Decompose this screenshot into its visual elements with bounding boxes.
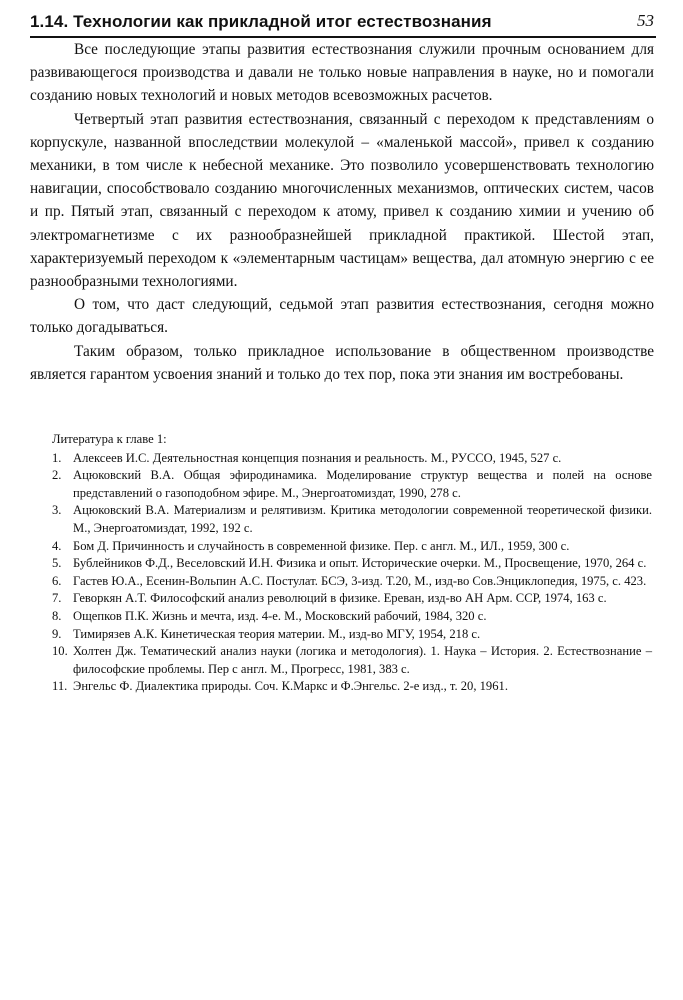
reference-item: [52, 450, 652, 468]
references-section: [52, 431, 652, 696]
reference-number: 11.: [52, 679, 68, 694]
reference-number: 10.: [52, 644, 68, 659]
reference-item: [52, 502, 652, 537]
main-text: [30, 38, 654, 386]
reference-text: Энгельс Ф. Диалектика природы. Соч. К.Маркс и Ф.Энгельс. 2-е изд., т. 20, 1961.: [73, 679, 508, 694]
reference-text: Ацюковский В.А. Общая эфиродинамика. Моделирование структур вещества и полей на основе представлений о газоподобном эфире. М., Энергоатомиздат, 1990, 278 с.: [73, 468, 652, 500]
reference-text: Бом Д. Причинность и случайность в современной физике. Пер. с англ. М., ИЛ., 1959, 300 с.: [73, 538, 570, 553]
reference-number: 2.: [52, 468, 62, 483]
reference-text: Холтен Дж. Тематический анализ науки (логика и методология). 1. Наука – История. 2. Естествознание – философские проблемы. Пер с англ. М., Прогресс, 1981, 383 с.: [73, 644, 652, 676]
reference-item: [52, 555, 652, 573]
reference-number: 3.: [52, 503, 62, 518]
paragraph: Все последующие этапы развития естествознания служили прочным основанием для развивающегося производства и давали не только новые направления в науке, но и помогали созданию новых технологий и новых методов всевозможных расчетов.: [30, 41, 654, 105]
reference-text: Ацюковский В.А. Материализм и релятивизм. Критика методологии современной теоретической физики. М., Энергоатомиздат, 1992, 192 с.: [73, 503, 652, 535]
reference-number: 6.: [52, 573, 62, 588]
reference-text: Тимирязев А.К. Кинетическая теория материи. М., изд-во МГУ, 1954, 218 с.: [73, 626, 481, 641]
reference-number: 5.: [52, 556, 62, 571]
paragraph: Таким образом, только прикладное использование в общественном производстве является гарантом усвоения знаний и только до тех пор, пока эти знания им востребованы.: [30, 342, 654, 383]
reference-number: 4.: [52, 538, 62, 553]
reference-text: Геворкян А.Т. Философский анализ революций в физике. Ереван, изд-во АН Арм. ССР, 1974, 163 с.: [73, 591, 607, 606]
reference-item: [52, 573, 652, 591]
reference-text: Ощепков П.К. Жизнь и мечта, изд. 4-е. М., Московский рабочий, 1984, 320 с.: [73, 608, 487, 623]
reference-number: 9.: [52, 626, 62, 641]
paragraph: Четвертый этап развития естествознания, связанный с переходом к представлениям о корпускуле, названной впоследствии молекулой – «маленькой массой», привел к созданию механики, в том числе к небесной механике. Это позволило усовершенствовать технологию навигации, способствовало созданию многочисленных механизмов, оптических систем, часов и пр. Пятый этап, связанный с переходом к атому, привел к созданию химии и учению об электромагнетизме с их разнообразнейшей прикладной практикой. Шестой этап, характеризуемый переходом к «элементарным частицам» вещества, дал атомную энергию с ее разнообразными технологиями.: [30, 110, 654, 291]
reference-item: [52, 538, 652, 556]
reference-text: Гастев Ю.А., Есенин-Вольпин А.С. Постулат. БСЭ, 3-изд. Т.20, М., изд-во Сов.Энциклопедия, 1975, с. 423.: [73, 573, 647, 588]
references-heading: Литература к главе 1:: [52, 432, 167, 446]
reference-item: [52, 467, 652, 502]
reference-item: [52, 643, 652, 678]
reference-item: [52, 608, 652, 626]
references-list: [52, 450, 652, 696]
reference-item: [52, 626, 652, 644]
reference-number: 8.: [52, 608, 62, 623]
reference-number: 1.: [52, 450, 62, 465]
page-number: 53: [637, 11, 654, 30]
reference-text: Алексеев И.С. Деятельностная концепция познания и реальность. М., РУССО, 1945, 527 с.: [73, 450, 562, 465]
running-header: [30, 10, 656, 38]
reference-item: [52, 590, 652, 608]
reference-item: [52, 678, 652, 696]
paragraph: О том, что даст следующий, седьмой этап развития естествознания, сегодня можно только догадываться.: [30, 296, 654, 337]
section-title: 1.14. Технологии как прикладной итог естествознания: [30, 12, 492, 31]
reference-number: 7.: [52, 591, 62, 606]
reference-text: Бублейников Ф.Д., Веселовский И.Н. Физика и опыт. Исторические очерки. М., Просвещение, 1970, 264 с.: [73, 556, 647, 571]
